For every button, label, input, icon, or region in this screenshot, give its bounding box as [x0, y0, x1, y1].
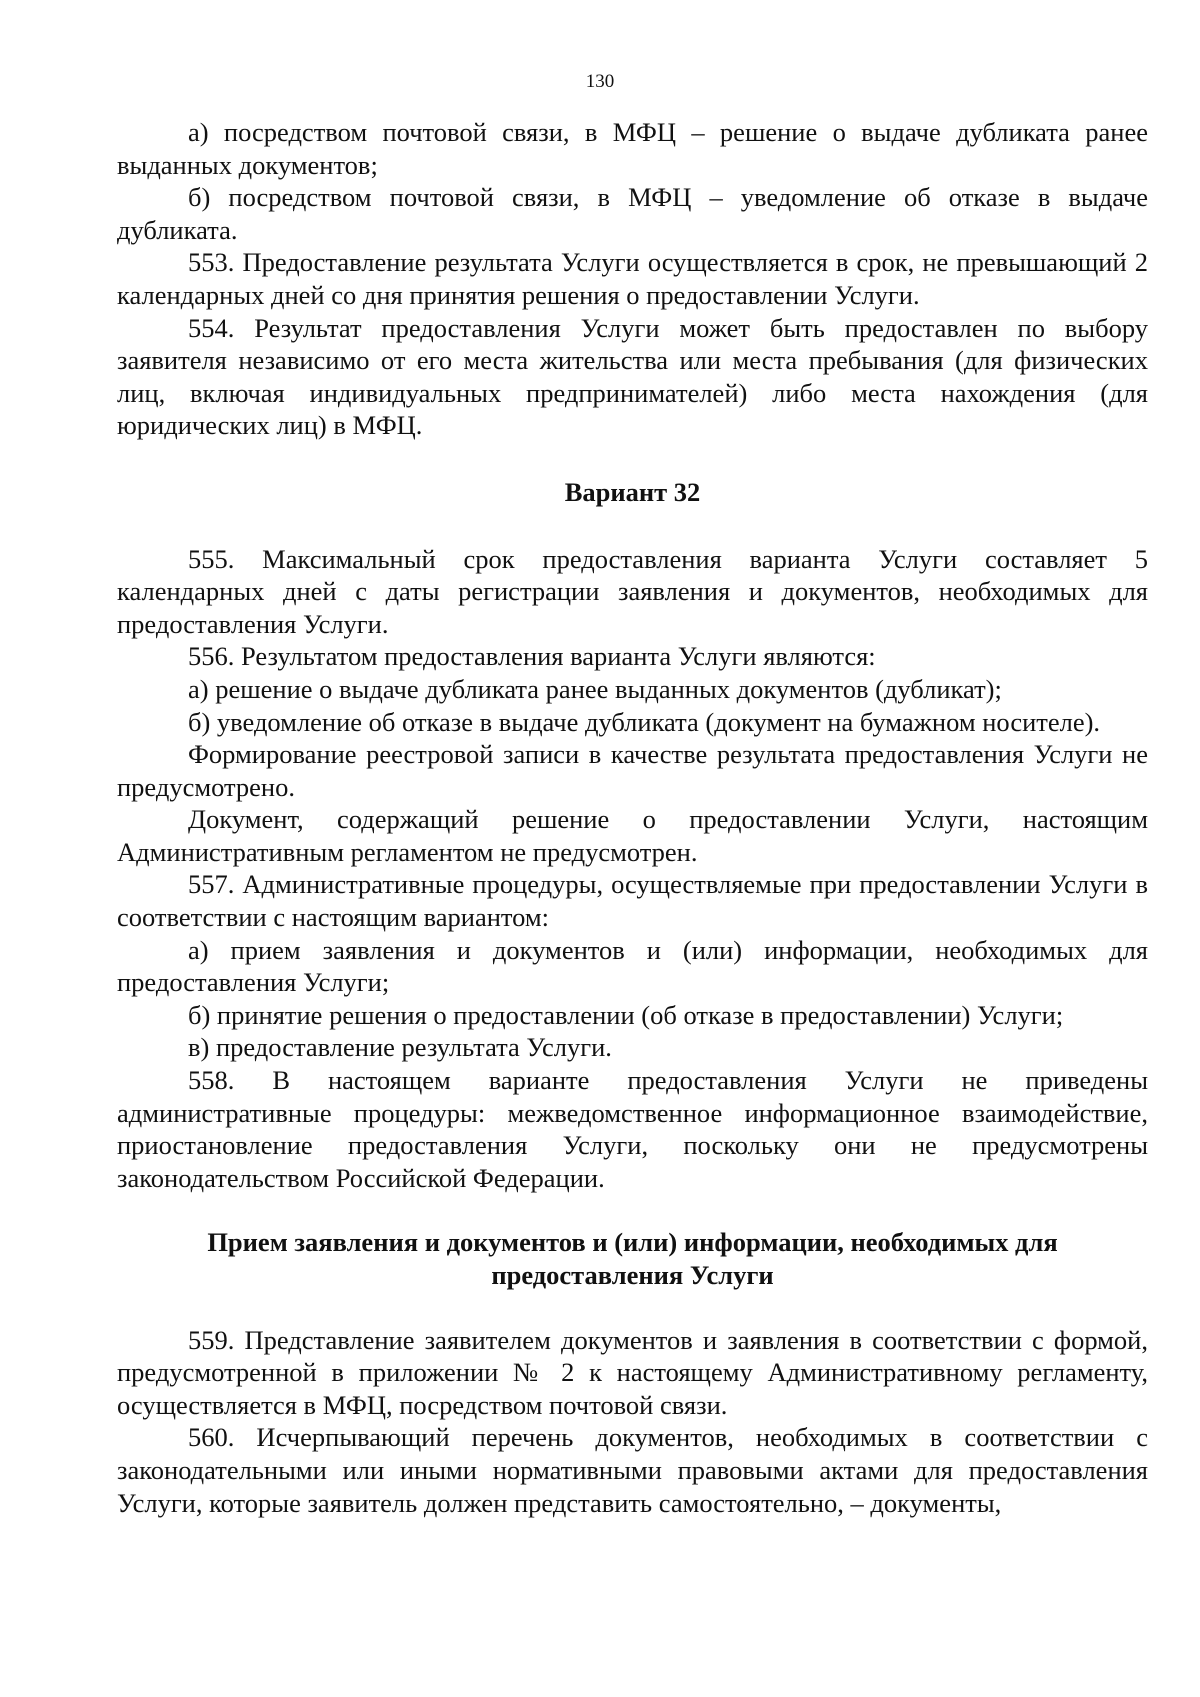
paragraph: а) посредством почтовой связи, в МФЦ – решение о выдаче дубликата ранее выданных документов;: [117, 117, 1148, 180]
section-heading: Вариант 32: [564, 476, 701, 507]
document-body: [117, 116, 1148, 1519]
paragraph: б) уведомление об отказе в выдаче дубликата (документ на бумажном носителе).: [188, 706, 1101, 737]
paragraph: б) принятие решения о предоставлении (об отказе в предоставлении) Услуги;: [188, 999, 1064, 1030]
paragraph: 554. Результат предоставления Услуги может быть предоставлен по выбору заявителя независимо от его места жительства или места пребывания (для физических лиц, включая индивидуальных предпринимателей) либо места нахождения (для юридических лиц) в МФЦ.: [117, 312, 1148, 441]
paragraph: 555. Максимальный срок предоставления варианта Услуги составляет 5 календарных дней с даты регистрации заявления и документов, необходимых для предоставления Услуги.: [117, 543, 1148, 639]
paragraph: 557. Административные процедуры, осуществляемые при предоставлении Услуги в соответствии с настоящим вариантом:: [117, 869, 1148, 933]
paragraph: Документ, содержащий решение о предоставлении Услуги, настоящим Административным регламентом не предусмотрен.: [117, 804, 1148, 867]
section-heading: Прием заявления и документов и (или) информации, необходимых для предоставления Услуги: [207, 1227, 1058, 1290]
paragraph: в) предоставление результата Услуги.: [188, 1032, 612, 1063]
paragraph: а) прием заявления и документов и (или) информации, необходимых для предоставления Услуги;: [117, 934, 1148, 998]
paragraph: 560. Исчерпывающий перечень документов, необходимых в соответствии с законодательными или иными нормативными правовыми актами для предоставления Услуги, которые заявитель должен представить самостоятельно, – документы,: [117, 1422, 1148, 1518]
paragraph: б) посредством почтовой связи, в МФЦ – уведомление об отказе в выдаче дубликата.: [117, 182, 1148, 245]
paragraph: 559. Представление заявителем документов и заявления в соответствии с формой, предусмотренной в приложении № 2 к настоящему Административному регламенту, осуществляется в МФЦ, посредством почтовой связи.: [117, 1324, 1148, 1420]
page-number: 130: [585, 71, 615, 92]
paragraph: 553. Предоставление результата Услуги осуществляется в срок, не превышающий 2 календарных дней со дня принятия решения о предоставлении Услуги.: [117, 247, 1148, 310]
paragraph: Формирование реестровой записи в качестве результата предоставления Услуги не предусмотрено.: [117, 739, 1148, 802]
paragraph: 556. Результатом предоставления варианта Услуги являются:: [188, 641, 876, 672]
paragraph: а) решение о выдаче дубликата ранее выданных документов (дубликат);: [188, 673, 1002, 704]
paragraph: 558. В настоящем варианте предоставления Услуги не приведены административные процедуры: межведомственное информационное взаимодействие, приостановление предоставления Услуги, поскольку они не предусмотрены законодательством Российской Федерации.: [117, 1065, 1148, 1193]
